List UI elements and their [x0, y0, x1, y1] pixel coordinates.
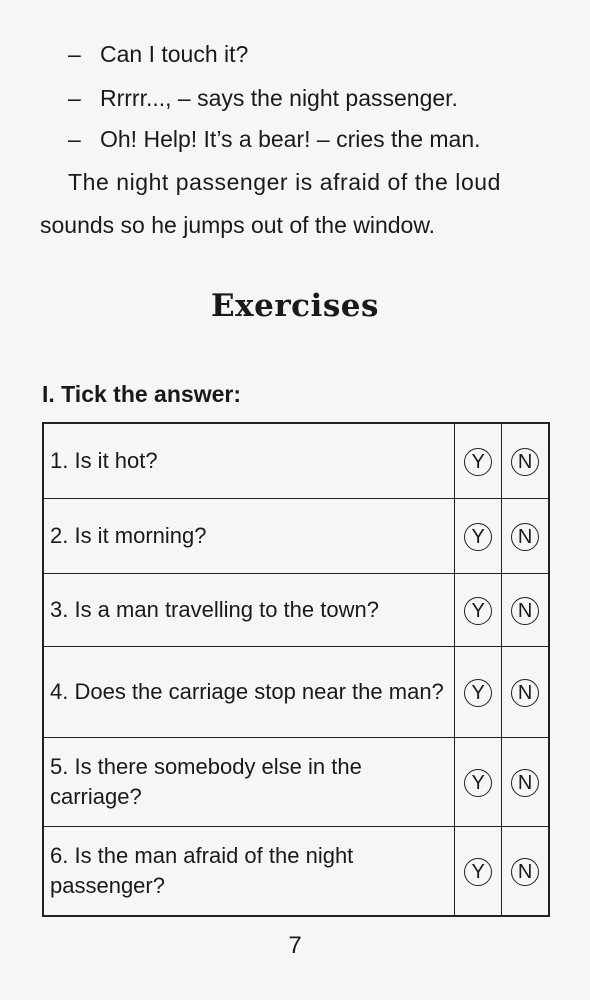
table-row: [43, 826, 549, 916]
yes-circle-option[interactable]: Y: [464, 448, 492, 476]
no-option-cell[interactable]: [502, 737, 549, 826]
dialogue-text: Rrrrr..., – says the night passenger.: [100, 85, 458, 111]
yes-circle-option[interactable]: Y: [464, 523, 492, 551]
yes-circle-option[interactable]: Y: [464, 597, 492, 625]
dialogue-line-3: [68, 125, 481, 153]
exercises-heading: Exercises: [211, 288, 379, 324]
no-circle-option[interactable]: N: [511, 448, 539, 476]
yes-circle-option[interactable]: Y: [464, 858, 492, 886]
dialogue-text: Can I touch it?: [100, 41, 249, 67]
paragraph-line-1: The night passenger is afraid of the loud: [68, 169, 501, 195]
dialogue-line-2: [68, 84, 458, 112]
yes-option-cell[interactable]: [455, 423, 502, 498]
no-option-cell[interactable]: [502, 573, 549, 646]
table-row: [43, 498, 549, 573]
dialogue-text: Oh! Help! It’s a bear! – cries the man.: [100, 126, 481, 152]
no-option-cell[interactable]: [502, 646, 549, 737]
no-circle-option[interactable]: N: [511, 597, 539, 625]
dialogue-line-1: [68, 40, 248, 68]
question-text: 1. Is it hot?: [43, 423, 455, 498]
exercise-instruction: I. Tick the answer:: [42, 381, 241, 407]
dialogue-dash: –: [68, 41, 81, 67]
yes-option-cell[interactable]: [455, 498, 502, 573]
table-row: [43, 737, 549, 826]
no-circle-option[interactable]: N: [511, 523, 539, 551]
paragraph-line-2: sounds so he jumps out of the window.: [40, 212, 436, 238]
question-text: 4. Does the carriage stop near the man?: [43, 646, 455, 737]
table-row: [43, 423, 549, 498]
dialogue-dash: –: [68, 85, 81, 111]
no-circle-option[interactable]: N: [511, 769, 539, 797]
question-text: 3. Is a man travelling to the town?: [43, 573, 455, 646]
yes-option-cell[interactable]: [455, 737, 502, 826]
question-text: 2. Is it morning?: [43, 498, 455, 573]
table-row: [43, 573, 549, 646]
table-row: [43, 646, 549, 737]
yes-option-cell[interactable]: [455, 826, 502, 916]
yes-circle-option[interactable]: Y: [464, 679, 492, 707]
question-text: 5. Is there somebody else in the carriage?: [43, 737, 455, 826]
no-option-cell[interactable]: [502, 423, 549, 498]
no-circle-option[interactable]: N: [511, 679, 539, 707]
page-number: 7: [288, 932, 302, 959]
yes-option-cell[interactable]: [455, 646, 502, 737]
yes-option-cell[interactable]: [455, 573, 502, 646]
no-circle-option[interactable]: N: [511, 858, 539, 886]
dialogue-dash: –: [68, 126, 81, 152]
no-option-cell[interactable]: [502, 498, 549, 573]
question-text: 6. Is the man afraid of the night passenger?: [43, 826, 455, 916]
answer-table: [42, 422, 550, 917]
yes-circle-option[interactable]: Y: [464, 769, 492, 797]
no-option-cell[interactable]: [502, 826, 549, 916]
